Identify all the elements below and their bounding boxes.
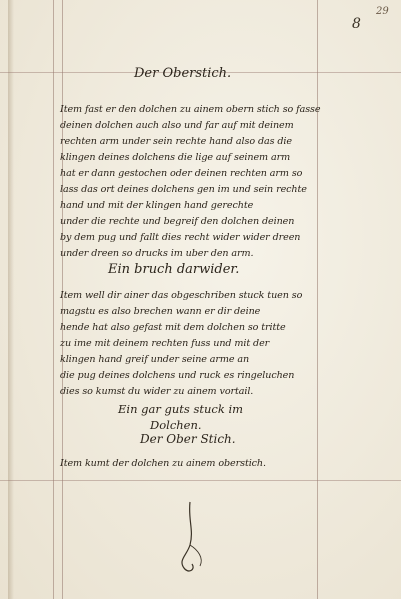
margin-rule-bottom [0, 480, 401, 481]
heading-bruch-darwider: Ein bruch darwider. [108, 262, 240, 277]
margin-rule-left [53, 0, 54, 599]
text-line: by dem pug und fallt dies recht wider wider dreen [60, 232, 301, 243]
text-line: klingen deines dolchens die lige auf seinem arm [60, 152, 291, 163]
heading-gar-guts-stuck: Ein gar guts stuck im [118, 402, 244, 416]
text-line: hende hat also gefast mit dem dolchen so tritte [60, 322, 286, 333]
text-line: deinen dolchen auch also und far auf mit deinem [60, 120, 294, 131]
folio-number: 8 [352, 16, 361, 32]
heading-ober-stich: Der Ober Stich. [140, 432, 236, 446]
text-line: zu ime mit deinem rechten fuss und mit der [60, 338, 270, 349]
text-line: rechten arm under sein rechte hand also das die [60, 136, 292, 147]
text-line: magstu es also brechen wann er dir deine [60, 306, 261, 317]
text-line: under dreen so drucks im uber den arm. [60, 248, 254, 259]
text-line: Item fast er den dolchen zu ainem obern stich so fasse [60, 104, 321, 115]
heading-dolchen: Dolchen. [150, 418, 202, 432]
page-fold-shadow [8, 0, 14, 599]
text-line: die pug deines dolchens und ruck es ringeluchen [60, 370, 295, 381]
text-line: dies so kumst du wider zu ainem vortail. [60, 386, 254, 397]
text-line: Item kumt der dolchen zu ainem oberstich. [60, 458, 266, 469]
folio-number-secondary: 29 [376, 6, 389, 17]
text-line: hat er dann gestochen oder deinen rechten arm so [60, 168, 303, 179]
margin-rule-right [317, 0, 318, 599]
heading-oberstich: Der Oberstich. [134, 66, 232, 81]
text-line: hand und mit der klingen hand gerechte [60, 200, 254, 211]
text-line: klingen hand greif under seine arme an [60, 354, 250, 365]
text-line: Item well dir ainer das obgeschriben stuck tuen so [60, 290, 303, 301]
text-line: lass das ort deines dolchens gen im und sein rechte [60, 184, 307, 195]
pen-flourish-decoration [170, 500, 210, 580]
text-line: under die rechte und begreif den dolchen deinen [60, 216, 295, 227]
